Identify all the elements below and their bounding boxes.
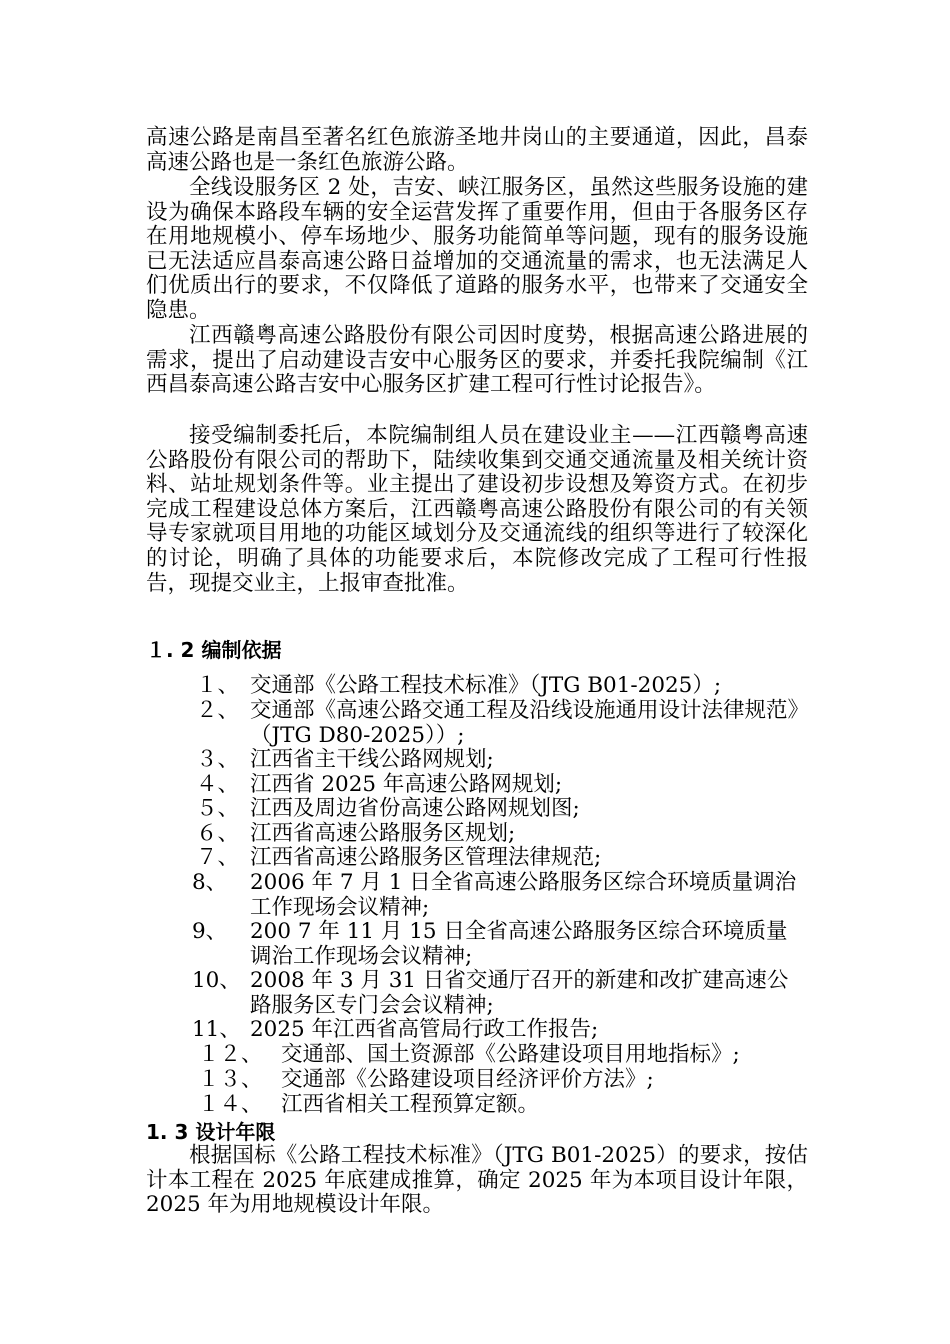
list-item-number: ５、 [196,796,240,821]
list-item-number: １４、 [198,1092,263,1117]
list-item-text: 江西省高速公路服务区规划; [250,821,516,846]
list-item-text: 江西省高速公路服务区管理法律规范; [250,845,602,870]
list-item-number: １、 [196,673,240,698]
paragraph-process: 接受编制委托后，本院编制组人员在建设业主——江西赣粤高速公路股份有限公司的帮助下，陆续收集到交通交通流量及相关统计资料、站址规划条件等。业主提出了建设初步设想及筹资方式。在初步完成工程建设总体方案后，江西赣粤高速公路股份有限公司的有关领导专家就项目用地的功能区域划分及交通流线的组织等进行了较深化的讨论，明确了具体的功能要求后，本院修改完成了工程可行性报告，现提交业主，上报审查批准。 [146,423,808,596]
list-item-number: １３、 [198,1067,263,1092]
list-item-number: 11、 [192,1017,241,1042]
list-item-number: ３、 [196,747,240,772]
list-item-text: 交通部《高速公路交通工程及沿线设施通用设计法律规范》（JTG D80-2025））; [250,698,799,748]
list-item-number: ２、 [196,698,240,723]
list-item-text: 交通部《公路建设项目经济评价方法》; [281,1067,654,1092]
list-item-text: 江西省主干线公路网规划; [250,747,494,772]
list-item-text: 2008 年 3 月 31 日省交通厅召开的新建和改扩建高速公路服务区专门会会议精神; [250,968,789,1018]
list-item-text: 交通部《公路工程技术标准》（JTG B01-2025）; [250,673,722,698]
list-item-number: ４、 [196,772,240,797]
list-item-number: 9、 [192,919,228,944]
section-heading-design-years: 1. 3 设计年限 [146,1120,276,1144]
paragraph-commission: 江西赣粤高速公路股份有限公司因时度势，根据高速公路进展的需求，提出了启动建设吉安中心服务区的要求，并委托我院编制《江西昌泰高速公路吉安中心服务区扩建工程可行性讨论报告》。 [146,323,808,398]
list-item-text: 江西省相关工程预算定额。 [281,1092,540,1117]
paragraph-route-intro: 高速公路是南昌至著名红色旅游圣地井岗山的主要通道，因此，昌泰高速公路也是一条红色旅游公路。 [146,125,808,175]
list-item-number: 10、 [192,968,241,993]
list-item-text: 交通部、国土资源部《公路建设项目用地指标》; [281,1042,740,1067]
list-item-number: １２、 [198,1042,263,1067]
list-item-text: 2006 年 7 月 1 日全省高速公路服务区综合环境质量调治工作现场会议精神; [250,870,797,920]
list-item-number: ６、 [196,821,240,846]
paragraph-service-areas: 全线设服务区 2 处，吉安、峡江服务区，虽然这些服务设施的建设为确保本路段车辆的安全运营发挥了重要作用，但由于各服务区存在用地规模小、停车场地少、服务功能简单等问题，现有的服务设施已无法适应昌泰高速公路日益增加的交通流量的需求，也无法满足人们优质出行的要求，不仅降低了道路的服务水平，也带来了交通安全隐患。 [146,175,808,323]
list-item-text: 江西及周边省份高速公路网规划图; [250,796,580,821]
list-item-number: ７、 [196,845,240,870]
list-item-text: 江西省 2025 年高速公路网规划; [250,772,563,797]
list-item-text: 2025 年江西省高管局行政工作报告; [250,1017,599,1042]
paragraph-design-years: 根据国标《公路工程技术标准》（JTG B01-2025）的要求，按估计本工程在 2025 年底建成推算，确定 2025 年为本项目设计年限，2025 年为用地规模设计年限。 [146,1143,808,1218]
list-item-text: 200 7 年 11 月 15 日全省高速公路服务区综合环境质量调治工作现场会议精神; [250,919,788,969]
section-heading-basis: １. 2 编制依据 [146,638,282,662]
list-item-number: 8、 [192,870,228,895]
